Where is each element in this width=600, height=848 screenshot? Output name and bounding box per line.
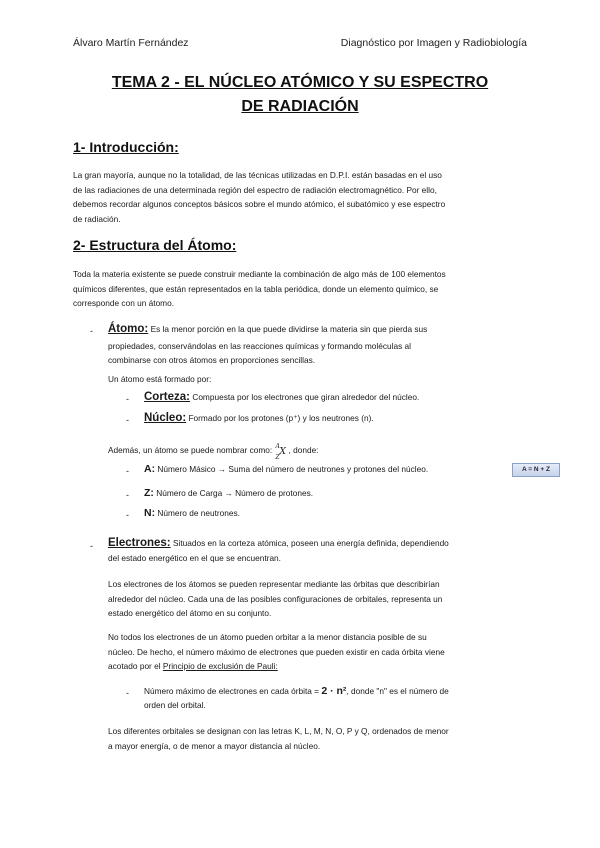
structure-paragraph (73, 267, 528, 311)
bullet-dash: - (126, 394, 129, 404)
electrons-paragraph-2 (108, 577, 528, 621)
title-line-1: TEMA 2 - EL NÚCLEO ATÓMICO Y SU ESPECTRO (111, 74, 489, 91)
atom-text: Es la menor porción en la que puede dividirse la materia sin que pierda sus (150, 324, 428, 334)
bullet-dash: - (126, 415, 129, 425)
pauli-principle: Principio de exclusión de Pauli: (162, 661, 278, 671)
electrons-text: Situados en la corteza atómica, poseen una energía definida, dependiendo (172, 538, 449, 548)
a-text: Número Másico → Suma del número de neutrones y protones del núcleo. (157, 464, 429, 474)
neutron-number-item (144, 506, 240, 521)
n-text: Número de neutrones. (157, 508, 240, 518)
electrons-paragraph-3 (108, 630, 528, 674)
nuclide-prefix: Además, un átomo se puede nombrar como: (108, 445, 273, 455)
text-line: químicos diferentes, que están representados en la tabla periódica, donde un elemento químico, se (73, 283, 439, 294)
section-heading-estructura: 2- Estructura del Átomo: (73, 237, 237, 253)
corteza-term: Corteza: (144, 391, 191, 403)
page-title (60, 71, 540, 119)
electrons-definition-line-2: del estado energético en el que se encuentran. (108, 553, 281, 563)
electrons-definition-line-1 (108, 536, 449, 551)
nuclide-notation-line (108, 442, 319, 461)
section-heading-introduccion: 1- Introducción: (73, 139, 179, 155)
max-electrons-line-2: orden del orbital. (144, 700, 206, 710)
text-line: de radiación. (73, 213, 121, 224)
text-line: de las radiaciones de una determinada región del espectro de radiación electromagnético. Por ello, (73, 184, 437, 195)
text-line: corresponde con un átomo. (73, 298, 175, 308)
intro-paragraph (73, 168, 528, 226)
formula-badge: A = N + Z (512, 463, 560, 477)
pauli-prefix: acotado por el (108, 661, 161, 671)
nuclide-element: X (279, 446, 286, 457)
nuclide-suffix: , donde: (288, 445, 319, 455)
charge-number-item (144, 486, 313, 501)
bullet-dash: - (126, 510, 129, 520)
text-line: debemos recordar algunos conceptos básicos sobre el mundo atómico, el subatómico y ese espectro (73, 199, 446, 209)
corteza-item (144, 390, 419, 405)
atom-term: Átomo: (108, 323, 149, 335)
max-electrons-line-1 (144, 684, 449, 699)
z-text: Número de Carga → Número de protones. (156, 488, 314, 498)
electrons-term: Electrones: (108, 537, 171, 549)
bullet-dash: - (90, 326, 93, 336)
bullet-dash: - (126, 490, 129, 500)
nucleo-text: Formado por los protones (p⁺) y los neutrones (n). (188, 413, 374, 423)
title-line-2: DE RADIACIÓN (241, 98, 359, 115)
mass-number-item (144, 462, 428, 477)
n-term: N: (144, 507, 156, 519)
nucleo-item (144, 411, 374, 426)
text-line: estado energético del átomo en su conjunto. (108, 608, 272, 618)
atom-definition-line-3: combinarse con otros átomos en proporciones sencillas. (108, 355, 316, 365)
nuclide-mass: A (275, 442, 280, 450)
electrons-paragraph-4 (108, 724, 528, 753)
atom-formed-by: Un átomo está formado por: (108, 374, 212, 384)
text-line (108, 659, 528, 674)
text-line: alrededor del núcleo. Cada una de las posibles configuraciones de orbitales, representa un (108, 593, 443, 604)
header-author: Álvaro Martín Fernández (73, 37, 189, 49)
atom-definition-line-1 (108, 322, 427, 337)
max-suffix: , donde "n" es el número de (346, 686, 449, 696)
corteza-text: Compuesta por los electrones que giran alrededor del núcleo. (192, 392, 420, 402)
z-term: Z: (144, 487, 154, 499)
nuclide-symbol (275, 442, 289, 461)
text-line: No todos los electrones de un átomo pueden orbitar a la menor distancia posible de su (108, 632, 427, 642)
bullet-dash: - (126, 466, 129, 476)
header-subject: Diagnóstico por Imagen y Radiobiología (340, 37, 527, 49)
nucleo-term: Núcleo: (144, 412, 187, 424)
text-line: núcleo. De hecho, el número máximo de electrones que pueden existir en cada órbita viene (108, 646, 445, 657)
bullet-dash: - (126, 688, 129, 698)
max-prefix: Número máximo de electrones en cada órbita = (144, 686, 320, 696)
text-line: Toda la materia existente se puede construir mediante la combinación de algo más de 100 elementos (73, 269, 446, 279)
max-formula: 2 · n² (321, 685, 347, 697)
text-line: La gran mayoría, aunque no la totalidad, de las técnicas utilizadas en D.P.I. están basadas en el uso (73, 170, 442, 180)
text-line: a mayor energía, o de menor a mayor distancia al núcleo. (108, 740, 321, 751)
bullet-dash: - (90, 541, 93, 551)
nuclide-charge: Z (275, 453, 280, 461)
a-term: A: (144, 463, 156, 475)
text-line: Los electrones de los átomos se pueden representar mediante las órbitas que describirían (108, 579, 440, 589)
text-line: Los diferentes orbitales se designan con las letras K, L, M, N, O, P y Q, ordenados de menor (108, 726, 449, 736)
atom-definition-line-2: propiedades, conservándolas en las reacciones químicas y formando moléculas al (108, 341, 412, 351)
